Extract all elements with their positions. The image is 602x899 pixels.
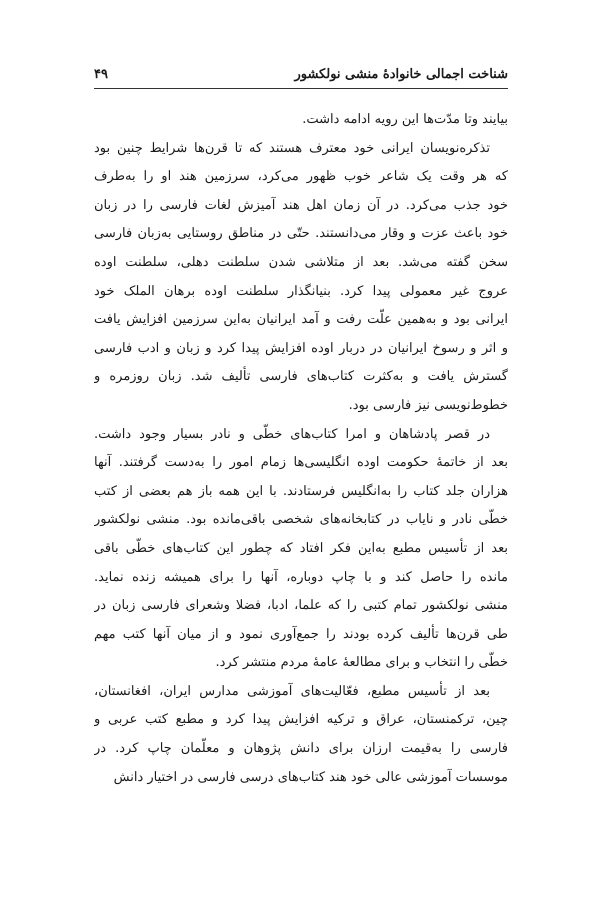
running-title: شناخت اجمالی خانوادهٔ منشی نولکشور: [294, 66, 508, 82]
page-body: [94, 106, 508, 792]
text-line: مانده را حاصل کند و با چاپ دوباره، آنها را برای همیشه زنده نماید.: [94, 569, 508, 585]
page-number: ۴۹: [94, 66, 108, 82]
text-line: طی قرن‌ها تألیف کرده بودند را جمع‌آوری نمود و از میان آنها کتب مهم: [94, 626, 508, 642]
text-line: منشی نولکشور تمام کتبی را که علما، ادبا، فضلا وشعرای فارسی زبان در: [94, 598, 508, 614]
text-line: ایرانی بود و به‌همین علّت رفت و آمد ایرانیان به‌این سرزمین افزایش یافت: [94, 312, 508, 328]
text-line: خود باعث عزت و وقار می‌دانستند. حتّی در مناطق روستایی به‌زبان فارسی: [94, 226, 508, 242]
text-line: سخن گفته می‌شد. بعد از متلاشی شدن سلطنت دهلی، سلطنت اوده: [94, 254, 508, 270]
text-line: در قصر پادشاهان و امرا کتاب‌های خطّی و نادر بسیار وجود داشت.: [94, 426, 490, 442]
text-line: خطّی را انتخاب و برای مطالعهٔ عامهٔ مردم منتشر کرد.: [215, 655, 508, 671]
text-line: خطوط‌نویسی نیز فارسی بود.: [348, 397, 508, 413]
text-line: موسسات آموزشی عالی خود هند کتاب‌های درسی فارسی در اختیار دانش: [113, 769, 508, 785]
text-line: هزاران جلد کتاب را به‌انگلیس فرستادند. با این همه باز هم بعضی از کتب: [94, 483, 508, 499]
text-line: عروج غیر معمولی پیدا کرد. بنیانگذار سلطنت اوده برهان الملک خود: [94, 283, 508, 299]
text-line: تذکره‌نویسان ایرانی خود معترف هستند که تا قرن‌ها شرایط چنین بود: [94, 140, 490, 156]
text-line: گسترش یافت و به‌کثرت کتاب‌های فارسی تألیف شد. زبان روزمره و: [94, 369, 508, 385]
paragraph: [94, 678, 508, 792]
text-line: که هر وقت یک شاعر خوب ظهور می‌کرد، سرزمین هند او را به‌طرف: [94, 169, 508, 185]
text-line: چین، ترکمنستان، عراق و ترکیه افزایش پیدا کرد و مطبع کتب عربی و: [94, 712, 508, 728]
paragraph: [94, 106, 508, 135]
text-line: خطّی نادر و نایاب در کتابخانه‌های شخصی باقی‌مانده بود. منشی نولکشور: [94, 512, 508, 528]
text-line: بعد از تأسیس مطبع به‌این فکر افتاد که چطور این کتاب‌های خطّی باقی: [94, 540, 508, 556]
text-line: بیایند وتا مدّت‌ها این رویه ادامه داشت.: [302, 112, 508, 127]
text-line: و اثر و رسوخ ایرانیان در دربار اوده افزایش پیدا کرد و زبان و ادب فارسی: [94, 340, 508, 356]
paragraph: [94, 421, 508, 678]
header-divider: [94, 88, 508, 89]
text-line: بعد از تأسیس مطبع، فعّالیت‌های آموزشی مدارس ایران، افغانستان،: [94, 683, 490, 699]
text-line: خود جذب می‌کرد. در آن زمان اهل هند آمیزش لغات فارسی را در زبان: [94, 197, 508, 213]
page-header: [94, 63, 508, 85]
text-line: بعد از خاتمهٔ حکومت اوده انگلیسی‌ها زمام امور را به‌دست گرفتند. آنها: [94, 455, 508, 471]
paragraph: [94, 135, 508, 421]
text-line: فارسی را به‌قیمت ارزان برای دانش پژوهان و معلّمان چاپ کرد. در: [94, 741, 508, 757]
